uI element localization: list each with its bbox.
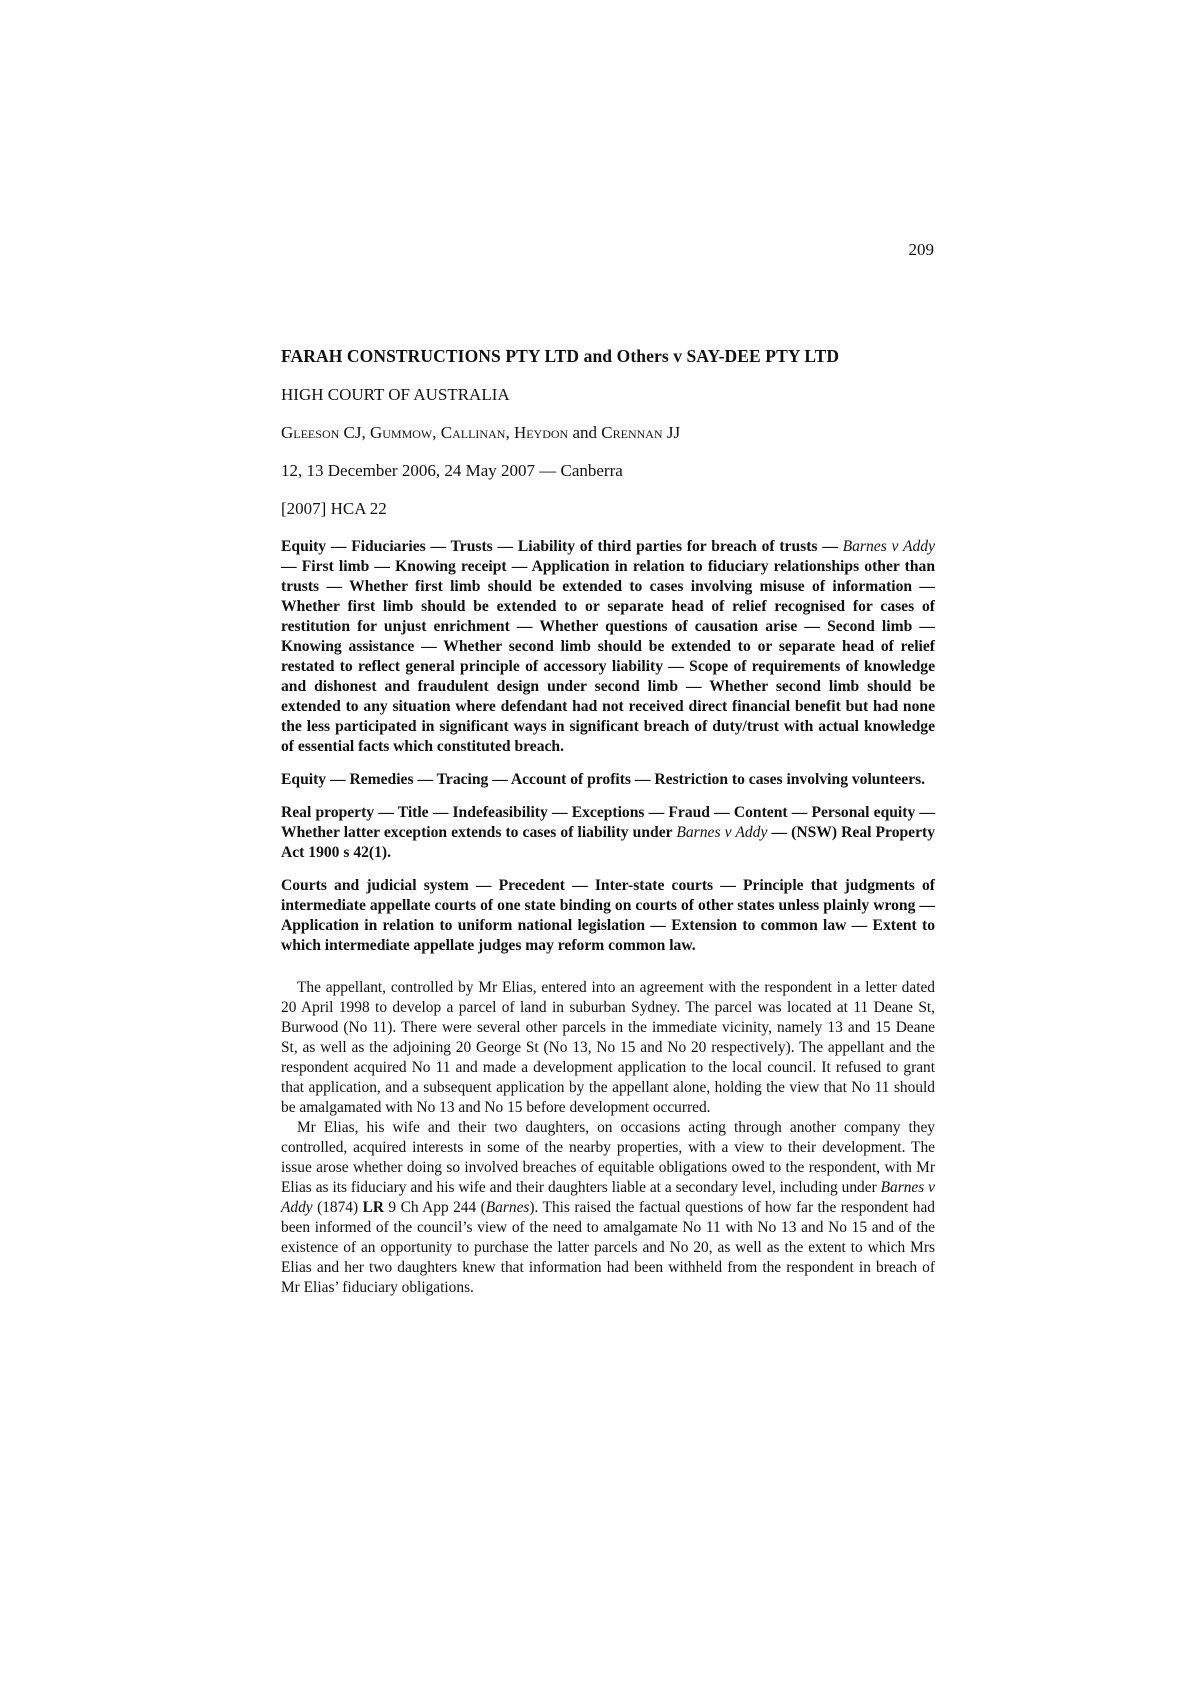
catchwords <box>281 537 935 956</box>
judge-name: Gleeson CJ <box>281 423 362 442</box>
judge-name: Gummow <box>369 423 433 442</box>
hearing-dates: 12, 13 December 2006, 24 May 2007 — Canberra <box>281 461 623 480</box>
headnote-text: Mr Elias, his wife and their two daughters, on occasions acting through another company they controlled, acquired interests in some of the nearby properties, with a view to their development. The issue arose whether doing so involved breaches of equitable obligations owed to the respondent, with Mr Elias as its fiduciary and his wife and their daughters liable at a secondary level, including under <box>281 1119 935 1196</box>
case-title: FARAH CONSTRUCTIONS PTY LTD and Others v SAY-DEE PTY LTD <box>281 346 840 366</box>
case-name-italic: Barnes <box>485 1199 530 1216</box>
judge-name: Callinan <box>440 423 506 442</box>
judge-name: Heydon <box>513 423 569 442</box>
separator: , <box>432 423 441 442</box>
headnote-text: 9 Ch App 244 ( <box>383 1199 486 1216</box>
case-name-italic: Barnes v Addy <box>676 824 768 841</box>
judge-name: Crennan JJ <box>601 423 681 442</box>
headnote-text: ). This raised the factual questions of how far the respondent had been informed of the council’s view of the need to amalgamate No 11 with No 13 and No 15 and of the existence of an opportunity to purchase the latter parcels and No 20, as well as the extent to which Mrs Elias and her two daughters knew that information had been withheld from the respondent in breach of Mr Elias’ fiduciary obligations. <box>281 1199 935 1296</box>
separator: , <box>361 423 370 442</box>
headnote-paragraph <box>281 1118 935 1298</box>
court-name: HIGH COURT OF AUSTRALIA <box>281 385 510 404</box>
catchword-paragraph: Courts and judicial system — Precedent — Inter-state courts — Principle that judgments of intermediate appellate courts of one state binding on courts of other states unless plainly wrong — Application in relation to uniform national legislation — Extension to common law — Extent to which intermediate appellate judges may reform common law. <box>281 877 935 954</box>
catchword-text: Real property — Title — Indefeasibility — Exceptions — Fraud — Content — Personal equity — Whether latter exception extends to cases of liability under <box>281 804 935 841</box>
catchword-text: — First limb — Knowing receipt — Application in relation to fiduciary relationships other than trusts — Whether first limb should be extended to cases involving misuse of information — Whether first limb should be extended to or separate head of relief recognised for cases of restitution for unjust enrichment — Whether questions of causation arise — Second limb — Knowing assistance — Whether second limb should be extended to or separate head of relief restated to reflect general principle of accessory liability — Scope of requirements of knowledge and dishonest and fraudulent design under second limb — Whether second limb should be extended to any situation where defendant had not received direct financial benefit but had none the less participated in significant ways in significant breach of duty/trust with actual knowledge of essential facts which constituted breach. <box>281 558 935 755</box>
separator: , <box>505 423 514 442</box>
page-number: 209 <box>908 240 934 259</box>
catchword-text: — (NSW) Real Property Act 1900 s 42(1). <box>281 824 935 861</box>
report-content <box>281 346 935 1298</box>
law-report-abbrev: LR <box>362 1199 384 1216</box>
catchword-text: Equity — Fiduciaries — Trusts — Liability of third parties for breach of trusts — <box>281 538 843 555</box>
catchword-paragraph: Equity — Remedies — Tracing — Account of profits — Restriction to cases involving volunteers. <box>281 771 926 788</box>
headnote-text: (1874) <box>312 1199 363 1216</box>
headnote-paragraph: The appellant, controlled by Mr Elias, entered into an agreement with the respondent in a letter dated 20 April 1998 to develop a parcel of land in suburban Sydney. The parcel was located at 11 Deane St, Burwood (No 11). There were several other parcels in the immediate vicinity, namely 13 and 15 Deane St, as well as the adjoining 20 George St (No 13, No 15 and No 20 respectively). The appellant and the respondent acquired No 11 and made a development application to the local council. It refused to grant that application, and a subsequent application by the appellant alone, holding the view that No 11 should be amalgamated with No 13 and No 15 before development occurred. <box>281 979 935 1116</box>
judges-line <box>281 423 935 443</box>
neutral-citation: [2007] HCA 22 <box>281 499 387 518</box>
separator: and <box>568 423 602 442</box>
catchword-paragraph <box>281 803 935 863</box>
headnote <box>281 978 935 1298</box>
case-name-italic: Barnes v Addy <box>842 538 935 555</box>
case-name-italic: Barnes v Addy <box>281 1179 935 1216</box>
catchword-paragraph <box>281 537 935 757</box>
